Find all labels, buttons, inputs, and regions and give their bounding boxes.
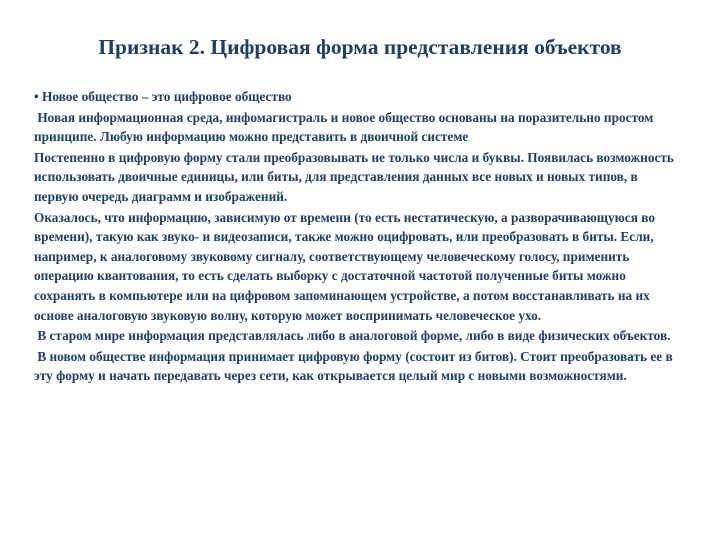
paragraph-binary-types: Постепенно в цифровую форму стали преобразовывать не только числа и буквы. Появилась возможность использовать двоичные единицы, или биты, для представления данных все новых и новых типов, в первую очередь диаграмм и изображений. bbox=[34, 149, 674, 204]
paragraph-digital-principle: Новая информационная среда, инфомагистраль и новое общество основаны на поразительно простом принципе. Любую информацию можно представить в двоичной системе bbox=[34, 109, 657, 145]
bullet-item bbox=[34, 87, 674, 107]
bullet-marker: • bbox=[34, 89, 39, 104]
paragraph-old-world: В старом мире информация представлялась либо в аналоговой форме, либо в виде физических объектов. bbox=[34, 328, 671, 344]
paragraph-new-society: В новом обществе информация принимает цифровую форму (состоит из битов). Стоит преобразовать ее в эту форму и начать передавать через сети, как открывается целый мир с новыми возможностями. bbox=[34, 348, 677, 384]
slide-body bbox=[34, 87, 677, 386]
bullet-text: Новое общество – это цифровое общество bbox=[41, 89, 292, 104]
paragraph-time-dependent: Оказалось, что информацию, зависимую от времени (то есть нестатическую, а разворачивающуюся во времени), такую как звуко- и видеозаписи, также можно оцифровать, или преобразовать в биты. Если, например, к аналоговому звуковому сигналу, соответствующему человеческому голосу, применить операцию квантования, то есть сделать выборку с достаточной частотой полученные биты можно сохранять в компьютере или на цифровом запоминающем устройстве, а потом восстанавливать на их основе аналоговую звуковую волну, которую может воспринимать человеческое ухо. bbox=[34, 209, 655, 323]
slide-title: Признак 2. Цифровая форма представления объектов bbox=[98, 35, 622, 59]
